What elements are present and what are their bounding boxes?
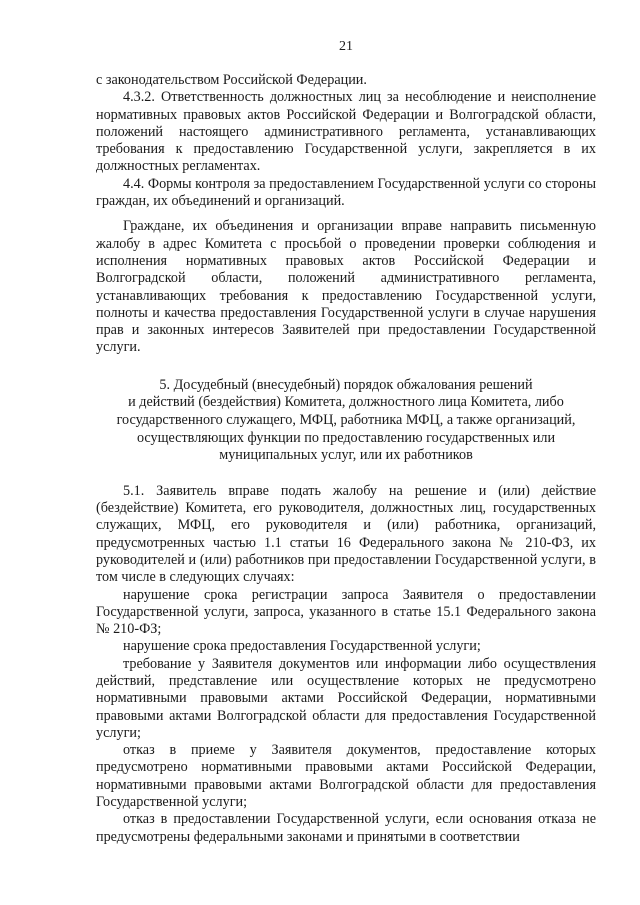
paragraph-citizens-complaint: Граждане, их объединения и организации вправе направить письменную жалобу в адрес Комитета с просьбой о проведении проверки соблюдения и исполнения нормативных правовых актов Российской Федерации и Волгоградской области, положений административного регламента, устанавливающих требования к предоставлению Государственной услуги, полноты и качества предоставления Государственной услуги в случае нарушения прав и законных интересов Заявителей при предоставлении Государственной услуги. (96, 218, 596, 356)
section-heading (96, 377, 596, 465)
document-page (96, 38, 596, 846)
section-heading-line: государственного служащего, МФЦ, работника МФЦ, а также организаций, (116, 411, 576, 428)
list-item: нарушение срока предоставления Государственной услуги; (123, 638, 481, 655)
section-heading-line: 5. Досудебный (внесудебный) порядок обжалования решений (159, 376, 533, 393)
section-heading-line: осуществляющих функции по предоставлению государственных или (136, 429, 556, 446)
page-number: 21 (339, 39, 353, 54)
paragraph-5-1: 5.1. Заявитель вправе подать жалобу на решение и (или) действие (бездействие) Комитета, его руководителя, должностных лиц, государственных служащих, МФЦ, его руководителя и (или) работника, организаций, предусмотренных частью 1.1 статьи 16 Федерального закона № 210-ФЗ, их руководителей и (или) работников при предоставлении Государственной услуги, в том числе в следующих случаях: (96, 482, 596, 586)
list-item: отказ в приеме у Заявителя документов, предоставление которых предусмотрено нормативными правовыми актами Российской Федерации, нормативными правовыми актами Волгоградской области для предоставления Государственной услуги; (96, 742, 596, 811)
list-item: нарушение срока регистрации запроса Заявителя о предоставлении Государственной услуги, запроса, указанного в статье 15.1 Федерального закона № 210-ФЗ; (96, 586, 596, 638)
list-item: требование у Заявителя документов или информации либо осуществления действий, представление или осуществление которых не предусмотрено нормативными правовыми актами Российской Федерации, нормативными правовыми актами Волгоградской области для предоставления Государственной услуги; (96, 655, 596, 741)
paragraph-4-4: 4.4. Формы контроля за предоставлением Государственной услуги со стороны граждан, их объединений и организаций. (96, 175, 596, 210)
section-heading-line: и действий (бездействия) Комитета, должностного лица Комитета, либо (128, 394, 564, 411)
list-item: отказ в предоставлении Государственной услуги, если основания отказа не предусмотрены федеральными законами и принятыми в соответствии (96, 811, 596, 845)
paragraph-4-3-2: 4.3.2. Ответственность должностных лиц за несоблюдение и неисполнение нормативных правовых актов Российской Федерации и Волгоградской области, положений настоящего административного регламента, устанавливающих требования к предоставлению Государственной услуги, закрепляется в их должностных регламентах. (96, 89, 596, 175)
section-heading-line: муниципальных услуг, или их работников (219, 447, 473, 464)
paragraph-continuation: с законодательством Российской Федерации. (96, 72, 367, 88)
